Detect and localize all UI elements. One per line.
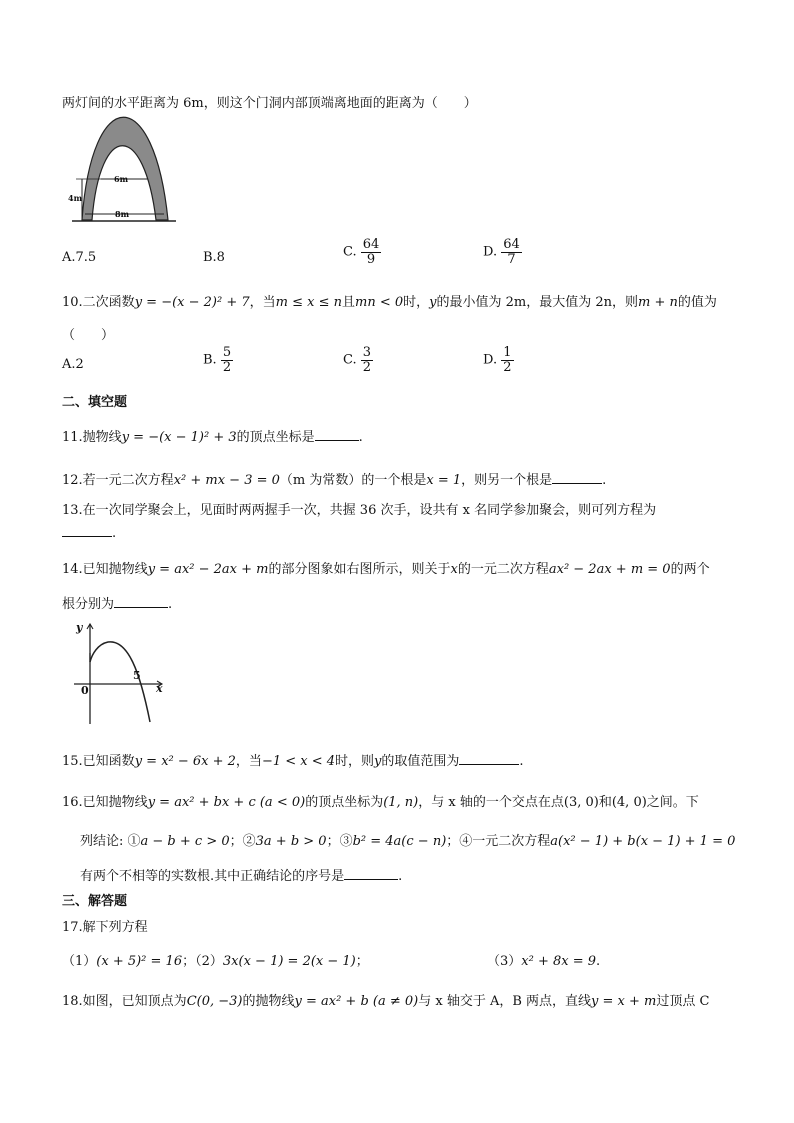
q18-text-d: 过顶点 C bbox=[656, 994, 710, 1009]
q17-part3-equation: x² + 8x = 9 bbox=[521, 954, 597, 969]
graph-x-label: x bbox=[156, 682, 163, 695]
q12-text-c: ，则另一个根是 bbox=[461, 473, 553, 488]
q16-text-a: 16.已知抛物线 bbox=[62, 795, 148, 810]
q10-line2: （ ） bbox=[62, 328, 115, 343]
q9-option-d bbox=[483, 238, 522, 266]
q10-formula: y = −(x − 2)² + 7 bbox=[134, 295, 250, 310]
q16-text-d: 和 bbox=[598, 795, 612, 810]
q15-text-a: 15.已知函数 bbox=[62, 754, 135, 769]
q13-end: . bbox=[112, 526, 117, 541]
q11-formula: y = −(x − 1)² + 3 bbox=[121, 430, 237, 445]
q17-part3-end: . bbox=[596, 954, 601, 969]
q10-option-c bbox=[343, 346, 373, 374]
section-heading-solve: 三、解答题 bbox=[62, 894, 128, 909]
q18-formula: y = ax² + b (a ≠ 0) bbox=[294, 994, 419, 1009]
q16-conclusion-2: 3a + b > 0 bbox=[255, 834, 327, 849]
q18-text-b: 的抛物线 bbox=[242, 994, 295, 1009]
q12-text-b: （m 为常数）的一个根是 bbox=[279, 473, 427, 488]
q16-sep-3: ；④一元二次方程 bbox=[446, 834, 551, 849]
q16-end: . bbox=[398, 869, 403, 884]
q14-end: . bbox=[168, 597, 173, 612]
arch-label-8m: 8m bbox=[115, 209, 130, 219]
q15-var-y: y bbox=[374, 754, 382, 769]
q14-equation: ax² − 2ax + m = 0 bbox=[548, 562, 671, 577]
q16-line1 bbox=[62, 791, 699, 810]
q14-var-x: x bbox=[450, 562, 458, 577]
q16-vertex: (1, n) bbox=[383, 795, 419, 810]
q14-text-b: 的部分图象如右图所示，则关于 bbox=[268, 562, 451, 577]
q9-option-d-den: 7 bbox=[507, 251, 516, 267]
q16-text-c: ，与 x 轴的一个交点在点 bbox=[418, 795, 564, 810]
q10-text-g: 的值为 bbox=[677, 295, 717, 310]
q10-option-b-num: 5 bbox=[222, 345, 232, 360]
q9-option-c-prefix: C. bbox=[343, 244, 357, 260]
q17-part2-label: （2） bbox=[195, 954, 223, 969]
q16-conclusion-3: b² = 4a(c − n) bbox=[352, 834, 447, 849]
q16-sep-2: ；③ bbox=[326, 834, 353, 849]
graph-origin-label: 0 bbox=[81, 684, 89, 697]
q9-option-c-num: 64 bbox=[362, 237, 380, 252]
q18-text-a: 18.如图，已知顶点为 bbox=[62, 994, 187, 1009]
q14-text-a: 14.已知抛物线 bbox=[62, 562, 148, 577]
q15-text-b: ，当 bbox=[235, 754, 262, 769]
q17-part1-end: ； bbox=[182, 954, 196, 969]
q17-part3 bbox=[487, 950, 600, 969]
q11-text-a: 11.抛物线 bbox=[62, 430, 122, 445]
graph-root-label: 5 bbox=[133, 669, 141, 682]
q16-formula: y = ax² + bx + c (a < 0) bbox=[147, 795, 306, 810]
q15-end: . bbox=[519, 754, 524, 769]
q10-condition-2: mn < 0 bbox=[355, 295, 404, 310]
q10-line1 bbox=[62, 291, 717, 310]
q10-text-f: 的最小值为 2m，最大值为 2n，则 bbox=[436, 295, 639, 310]
q17-title: 17.解下列方程 bbox=[62, 920, 148, 935]
q16-conclusion-4: a(x² − 1) + b(x − 1) + 1 = 0 bbox=[550, 834, 736, 849]
graph-y-label: y bbox=[76, 621, 83, 634]
q10-option-d-num: 1 bbox=[503, 345, 512, 360]
q13-line2 bbox=[62, 526, 116, 541]
q9-option-d-prefix: D. bbox=[483, 244, 498, 260]
q15 bbox=[62, 750, 524, 769]
q16-text-line2-a: 列结论: ① bbox=[80, 834, 141, 849]
q16-point-1: (3, 0) bbox=[563, 795, 599, 810]
arch-figure bbox=[64, 113, 182, 231]
q12-formula: x² + mx − 3 = 0 bbox=[173, 473, 280, 488]
q15-answer-blank[interactable] bbox=[459, 763, 519, 765]
q10-text-c: 且 bbox=[342, 295, 356, 310]
q10-option-c-den: 2 bbox=[362, 359, 372, 375]
q18-line1 bbox=[62, 990, 709, 1009]
parabola-diagram bbox=[70, 620, 170, 726]
q11-text-b: 的顶点坐标是 bbox=[236, 430, 315, 445]
q11-answer-blank[interactable] bbox=[315, 439, 359, 441]
q14-answer-blank[interactable] bbox=[114, 606, 168, 608]
q17-part1-label: （1） bbox=[62, 954, 97, 969]
q10-option-b bbox=[203, 346, 233, 374]
q14-line2 bbox=[62, 593, 172, 612]
q13-answer-blank[interactable] bbox=[62, 535, 112, 537]
q10-text-b: ，当 bbox=[249, 295, 276, 310]
q18-point-c: C(0, −3) bbox=[186, 994, 243, 1009]
q10-option-d-prefix: D. bbox=[483, 352, 498, 368]
q10-option-d bbox=[483, 346, 514, 374]
q10-condition: m ≤ x ≤ n bbox=[275, 295, 342, 310]
q12-root: x = 1 bbox=[426, 473, 462, 488]
q10-option-d-den: 2 bbox=[503, 359, 512, 375]
q16-text-e: 之间。下 bbox=[646, 795, 699, 810]
q10-sum: m + n bbox=[638, 295, 678, 310]
parabola-graph bbox=[70, 620, 170, 726]
q10-option-c-prefix: C. bbox=[343, 352, 357, 368]
q10-var-y: y bbox=[429, 295, 437, 310]
arch-label-6m: 6m bbox=[114, 174, 129, 184]
q10-option-a: A.2 bbox=[62, 357, 84, 372]
q10-text-d: 时， bbox=[403, 295, 430, 310]
q14-line1 bbox=[62, 558, 710, 577]
q12 bbox=[62, 469, 606, 488]
q9-option-a: A.7.5 bbox=[62, 250, 97, 265]
q9-option-d-num: 64 bbox=[503, 237, 520, 252]
q17-part1-equation: (x + 5)² = 16 bbox=[96, 954, 183, 969]
q18-line: y = x + m bbox=[591, 994, 657, 1009]
q10-text-a: 10.二次函数 bbox=[62, 295, 135, 310]
q9-option-b: B.8 bbox=[203, 250, 225, 265]
q12-text-a: 12.若一元二次方程 bbox=[62, 473, 174, 488]
q16-answer-blank[interactable] bbox=[344, 878, 398, 880]
q14-text-d: 的两个 bbox=[670, 562, 710, 577]
q17-part3-label: （3） bbox=[487, 954, 522, 969]
q12-end: . bbox=[602, 473, 607, 488]
q9-text: 两灯间的水平距离为 6m，则这个门洞内部顶端离地面的距离为（ ） bbox=[62, 96, 477, 111]
q16-sep-1: ；② bbox=[229, 834, 256, 849]
q10-option-b-prefix: B. bbox=[203, 352, 217, 368]
q14-formula: y = ax² − 2ax + m bbox=[147, 562, 269, 577]
q10-option-b-den: 2 bbox=[222, 359, 232, 375]
q9-option-c-den: 9 bbox=[366, 251, 376, 267]
q17-parts-1-2 bbox=[62, 950, 369, 969]
q11-end: . bbox=[358, 430, 363, 445]
q14-text-c: 的一元二次方程 bbox=[457, 562, 549, 577]
arch-label-4m: 4m bbox=[68, 193, 83, 203]
q15-text-d: 的取值范围为 bbox=[381, 754, 460, 769]
q15-text-c: 时，则 bbox=[335, 754, 375, 769]
q16-text-line3: 有两个不相等的实数根.其中正确结论的序号是 bbox=[80, 869, 345, 884]
q17-part2-equation: 3x(x − 1) = 2(x − 1) bbox=[222, 954, 356, 969]
q16-conclusion-1: a − b + c > 0 bbox=[140, 834, 230, 849]
q12-answer-blank[interactable] bbox=[552, 482, 602, 484]
q9-option-c bbox=[343, 238, 381, 266]
q14-text-line2: 根分别为 bbox=[62, 597, 115, 612]
q10-option-c-num: 3 bbox=[362, 345, 372, 360]
q17-part2-end: ； bbox=[355, 954, 369, 969]
q16-point-2: (4, 0) bbox=[611, 795, 647, 810]
section-heading-fill-in: 二、填空题 bbox=[62, 395, 128, 410]
q16-line3 bbox=[80, 865, 402, 884]
q16-line2 bbox=[80, 830, 735, 849]
q11 bbox=[62, 426, 363, 445]
q15-condition: −1 < x < 4 bbox=[261, 754, 336, 769]
q13-line1: 13.在一次同学聚会上，见面时两两握手一次，共握 36 次手，设共有 x 名同学参加聚会，则可列方程为 bbox=[62, 503, 657, 518]
q18-text-c: 与 x 轴交于 A，B 两点，直线 bbox=[418, 994, 592, 1009]
q16-text-b: 的顶点坐标为 bbox=[305, 795, 384, 810]
q15-formula: y = x² − 6x + 2 bbox=[134, 754, 236, 769]
